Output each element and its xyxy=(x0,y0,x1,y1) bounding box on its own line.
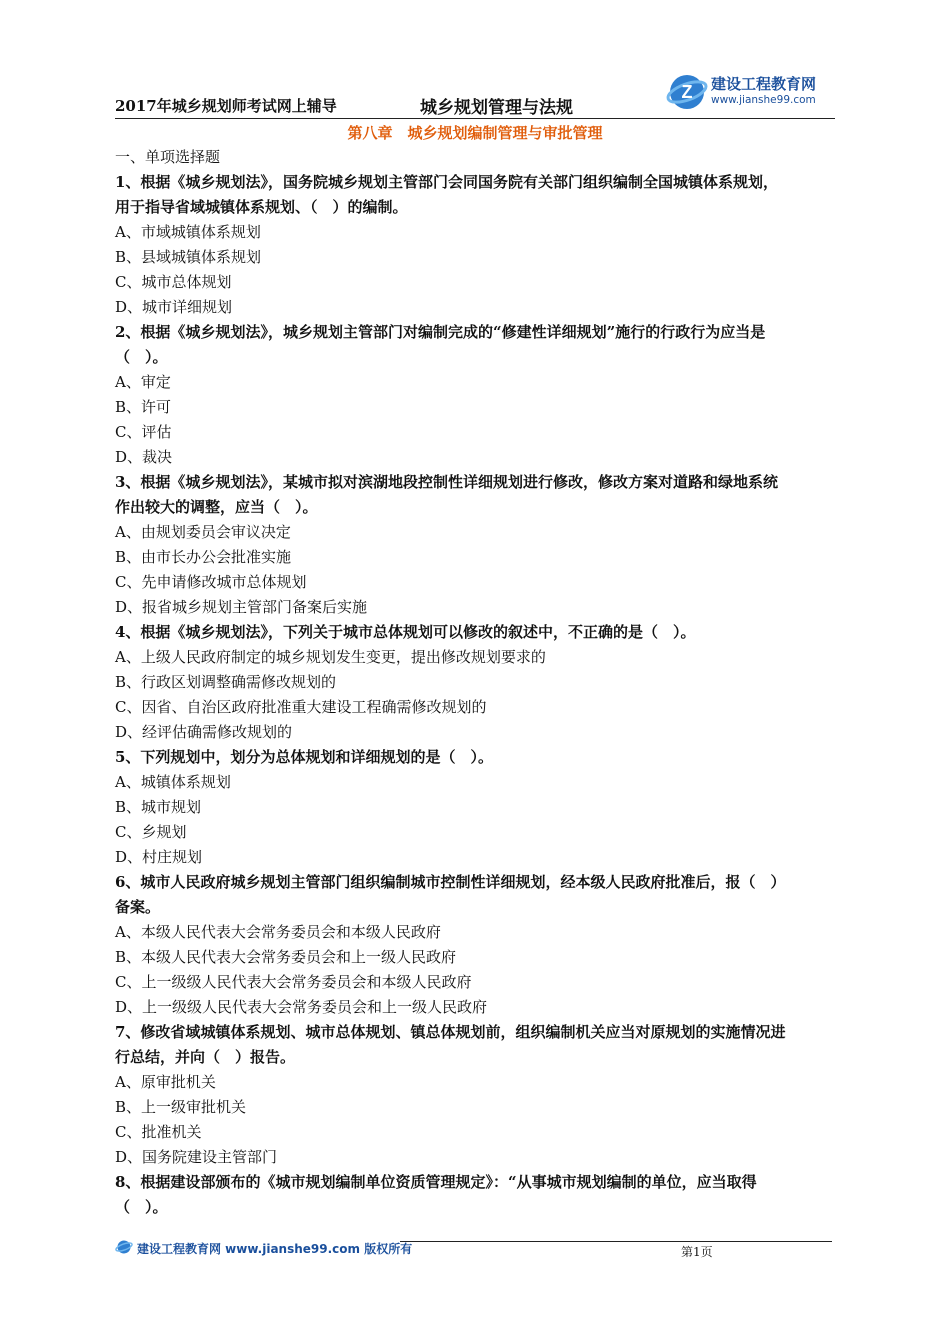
page-number: 第1页 xyxy=(681,1245,713,1259)
answer-option: D、村庄规划 xyxy=(115,848,203,866)
question-text: 用于指导省域城镇体系规划、（ ）的编制。 xyxy=(115,198,408,216)
logo-url: www.jianshe99.com xyxy=(711,94,816,106)
answer-option: C、评估 xyxy=(115,423,172,441)
question-text: 2、根据《城乡规划法》，城乡规划主管部门对编制完成的“修建性详细规划”施行的行政行为应当是 xyxy=(115,323,766,341)
question-text: 6、城市人民政府城乡规划主管部门组织编制城市控制性详细规划，经本级人民政府批准后，报（ ） xyxy=(115,873,786,891)
answer-option: C、批准机关 xyxy=(115,1123,202,1141)
question-text: 行总结，并向（ ）报告。 xyxy=(115,1048,296,1066)
question-text: 5、下列规划中，划分为总体规划和详细规划的是（ ）。 xyxy=(115,748,493,766)
answer-option: B、本级人民代表大会常务委员会和上一级人民政府 xyxy=(115,948,457,966)
question-text: （ ）。 xyxy=(115,1198,168,1216)
footer-copyright: 建设工程教育网 www.jianshe99.com 版权所有 xyxy=(137,1242,413,1256)
section-title: 一、单项选择题 xyxy=(115,148,221,166)
answer-option: C、乡规划 xyxy=(115,823,187,841)
answer-option: A、城镇体系规划 xyxy=(115,773,231,791)
header-left-title: 2017年城乡规划师考试网上辅导 xyxy=(115,97,337,115)
question-text: （ ）。 xyxy=(115,348,168,366)
answer-option: B、许可 xyxy=(115,398,172,416)
answer-option: B、行政区划调整确需修改规划的 xyxy=(115,673,337,691)
answer-option: C、先申请修改城市总体规划 xyxy=(115,573,307,591)
question-block xyxy=(115,620,840,745)
question-block xyxy=(115,170,840,320)
answer-option: D、国务院建设主管部门 xyxy=(115,1148,278,1166)
globe-logo-icon xyxy=(665,70,709,114)
answer-option: A、本级人民代表大会常务委员会和本级人民政府 xyxy=(115,923,441,941)
answer-option: A、审定 xyxy=(115,373,171,391)
answer-option: D、城市详细规划 xyxy=(115,298,233,316)
question-text: 8、根据建设部颁布的《城市规划编制单位资质管理规定》：“从事城市规划编制的单位，应当取得 xyxy=(115,1173,757,1191)
answer-option: C、因省、自治区政府批准重大建设工程确需修改规划的 xyxy=(115,698,487,716)
question-text: 1、根据《城乡规划法》，国务院城乡规划主管部门会同国务院有关部门组织编制全国城镇体系规划， xyxy=(115,173,778,191)
question-block xyxy=(115,320,840,470)
globe-logo-icon xyxy=(115,1239,133,1255)
answer-option: B、城市规划 xyxy=(115,798,202,816)
answer-option: A、市域城镇体系规划 xyxy=(115,223,261,241)
svg-text:Z: Z xyxy=(681,82,693,102)
answer-option: B、由市长办公会批准实施 xyxy=(115,548,292,566)
question-text: 3、根据《城乡规划法》，某城市拟对滨湖地段控制性详细规划进行修改，修改方案对道路和绿地系统 xyxy=(115,473,778,491)
answer-option: A、上级人民政府制定的城乡规划发生变更，提出修改规划要求的 xyxy=(115,648,546,666)
header-center-title: 城乡规划管理与法规 xyxy=(420,98,573,118)
question-block xyxy=(115,745,840,870)
brand-logo xyxy=(665,70,835,114)
answer-option: D、报省城乡规划主管部门备案后实施 xyxy=(115,598,368,616)
question-block xyxy=(115,1170,840,1220)
logo-name: 建设工程教育网 xyxy=(711,75,817,93)
question-text: 备案。 xyxy=(115,898,161,916)
answer-option: D、裁决 xyxy=(115,448,173,466)
question-text: 7、修改省域城镇体系规划、城市总体规划、镇总体规划前，组织编制机关应当对原规划的实施情况进 xyxy=(115,1023,786,1041)
question-block xyxy=(115,470,840,620)
answer-option: C、上一级级人民代表大会常务委员会和本级人民政府 xyxy=(115,973,472,991)
page-header xyxy=(115,66,835,118)
answer-option: D、上一级级人民代表大会常务委员会和上一级人民政府 xyxy=(115,998,488,1016)
question-text: 作出较大的调整，应当（ ）。 xyxy=(115,498,318,516)
question-list xyxy=(115,145,840,1220)
question-text: 4、根据《城乡规划法》，下列关于城市总体规划可以修改的叙述中，不正确的是（ ）。 xyxy=(115,623,696,641)
answer-option: B、县域城镇体系规划 xyxy=(115,248,262,266)
chapter-title: 第八章 城乡规划编制管理与审批管理 xyxy=(347,124,603,142)
answer-option: D、经评估确需修改规划的 xyxy=(115,723,293,741)
page-footer xyxy=(115,1240,835,1264)
answer-option: A、原审批机关 xyxy=(115,1073,216,1091)
question-block xyxy=(115,1020,840,1170)
answer-option: B、上一级审批机关 xyxy=(115,1098,247,1116)
question-block xyxy=(115,870,840,1020)
answer-option: C、城市总体规划 xyxy=(115,273,232,291)
answer-option: A、由规划委员会审议决定 xyxy=(115,523,291,541)
header-divider xyxy=(115,118,835,119)
